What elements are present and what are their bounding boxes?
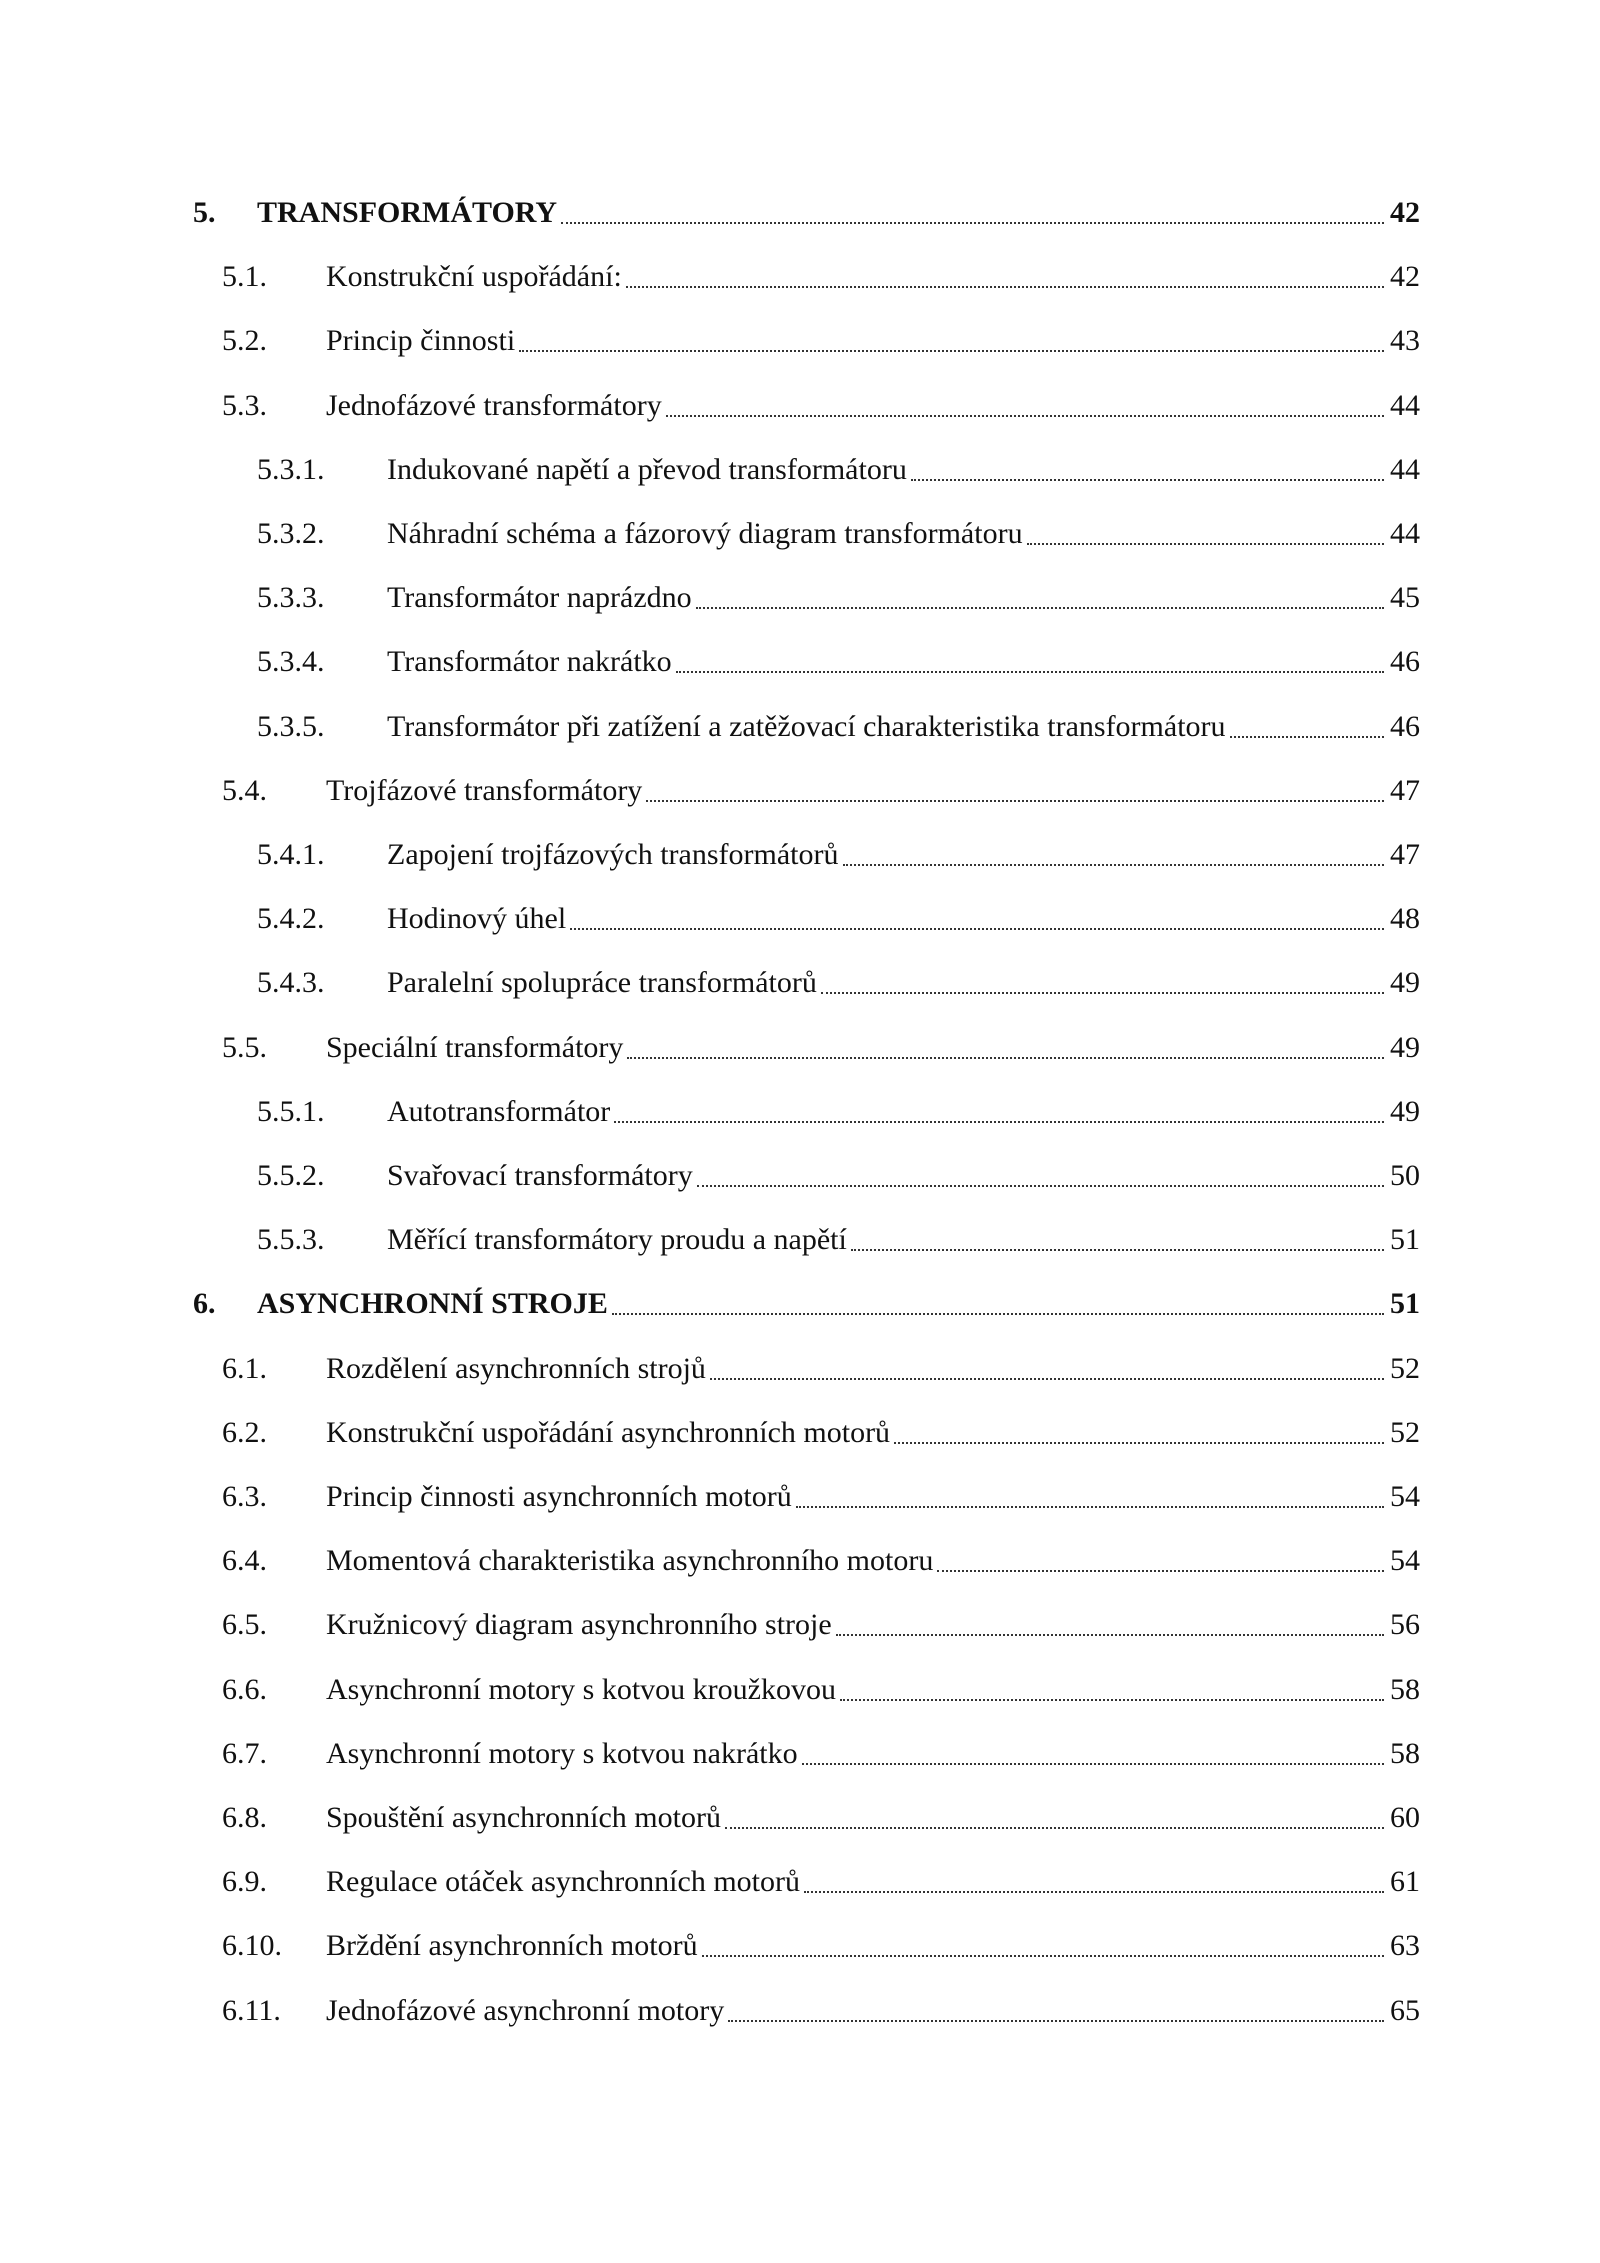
toc-entry-title: Asynchronní motory s kotvou kroužkovou bbox=[326, 1673, 836, 1706]
toc-entry[interactable] bbox=[257, 899, 1420, 939]
toc-entry-page-number: 48 bbox=[1390, 902, 1420, 935]
toc-entry[interactable] bbox=[222, 1926, 1420, 1966]
toc-entry[interactable] bbox=[257, 1156, 1420, 1196]
toc-entry-number: 5.5.2. bbox=[257, 1159, 325, 1192]
toc-entry-number: 6.11. bbox=[222, 1994, 281, 2027]
toc-entry-title: TRANSFORMÁTORY bbox=[257, 196, 558, 229]
toc-entry-number: 6.1. bbox=[222, 1352, 267, 1385]
toc-entry-number: 5.2. bbox=[222, 324, 267, 357]
toc-entry-title: Svařovací transformátory bbox=[387, 1159, 693, 1192]
toc-entry-page-number: 44 bbox=[1390, 453, 1420, 486]
toc-entry[interactable] bbox=[257, 835, 1420, 875]
toc-entry-page-number: 49 bbox=[1390, 1031, 1420, 1064]
toc-entry-number: 6.4. bbox=[222, 1544, 267, 1577]
toc-dot-leader bbox=[612, 1313, 1384, 1315]
toc-entry-title: Princip činnosti asynchronních motorů bbox=[326, 1480, 792, 1513]
toc-entry-title: Trojfázové transformátory bbox=[326, 774, 643, 807]
toc-dot-leader bbox=[725, 1827, 1384, 1829]
toc-entry-title: Konstrukční uspořádání: bbox=[326, 260, 622, 293]
toc-entry-page-number: 65 bbox=[1390, 1994, 1420, 2027]
toc-entry-title: Náhradní schéma a fázorový diagram transformátoru bbox=[387, 517, 1023, 550]
toc-entry-title: Transformátor naprázdno bbox=[387, 581, 692, 614]
toc-entry-title: Momentová charakteristika asynchronního motoru bbox=[326, 1544, 934, 1577]
toc-dot-leader bbox=[710, 1378, 1384, 1380]
toc-entry-title: Konstrukční uspořádání asynchronních motorů bbox=[326, 1416, 891, 1449]
toc-entry-title: Asynchronní motory s kotvou nakrátko bbox=[326, 1737, 798, 1770]
toc-dot-leader bbox=[697, 1185, 1384, 1187]
toc-entry-title: Kružnicový diagram asynchronního stroje bbox=[326, 1608, 832, 1641]
toc-entry[interactable] bbox=[257, 1092, 1420, 1132]
toc-entry-page-number: 49 bbox=[1390, 966, 1420, 999]
toc-entry-page-number: 56 bbox=[1390, 1608, 1420, 1641]
toc-entry[interactable] bbox=[222, 1477, 1420, 1517]
toc-entry-page-number: 51 bbox=[1390, 1287, 1420, 1320]
toc-entry-number: 5.4.3. bbox=[257, 966, 325, 999]
toc-entry-page-number: 47 bbox=[1390, 838, 1420, 871]
toc-entry-number: 6.6. bbox=[222, 1673, 267, 1706]
toc-entry[interactable] bbox=[222, 1541, 1420, 1581]
toc-entry[interactable] bbox=[222, 386, 1420, 426]
toc-entry-title: Měřící transformátory proudu a napětí bbox=[387, 1223, 847, 1256]
toc-entry-number: 5.5.1. bbox=[257, 1095, 325, 1128]
toc-entry[interactable] bbox=[193, 193, 1420, 233]
toc-dot-leader bbox=[937, 1570, 1384, 1572]
toc-entry[interactable] bbox=[222, 1798, 1420, 1838]
toc-dot-leader bbox=[1027, 543, 1384, 545]
toc-entry-title: Jednofázové transformátory bbox=[326, 389, 662, 422]
toc-entry[interactable] bbox=[257, 963, 1420, 1003]
toc-entry-page-number: 52 bbox=[1390, 1352, 1420, 1385]
toc-entry[interactable] bbox=[222, 1605, 1420, 1645]
toc-entry-page-number: 50 bbox=[1390, 1159, 1420, 1192]
toc-entry-page-number: 54 bbox=[1390, 1544, 1420, 1577]
toc-dot-leader bbox=[519, 350, 1384, 352]
toc-dot-leader bbox=[802, 1763, 1384, 1765]
toc-dot-leader bbox=[627, 1057, 1384, 1059]
toc-entry-title: ASYNCHRONNÍ STROJE bbox=[257, 1287, 608, 1320]
toc-entry-title: Paralelní spolupráce transformátorů bbox=[387, 966, 817, 999]
toc-entry[interactable] bbox=[257, 514, 1420, 554]
toc-entry-number: 6.9. bbox=[222, 1865, 267, 1898]
toc-entry-number: 6.7. bbox=[222, 1737, 267, 1770]
toc-dot-leader bbox=[840, 1699, 1384, 1701]
toc-entry-number: 5.3.1. bbox=[257, 453, 325, 486]
toc-entry-number: 5.1. bbox=[222, 260, 267, 293]
toc-entry[interactable] bbox=[222, 1349, 1420, 1389]
toc-dot-leader bbox=[676, 671, 1384, 673]
toc-entry-number: 5.3.5. bbox=[257, 710, 325, 743]
toc-dot-leader bbox=[561, 222, 1384, 224]
toc-dot-leader bbox=[911, 479, 1384, 481]
toc-entry-page-number: 42 bbox=[1390, 260, 1420, 293]
toc-entry[interactable] bbox=[257, 450, 1420, 490]
toc-entry[interactable] bbox=[222, 1991, 1420, 2031]
toc-entry[interactable] bbox=[257, 1220, 1420, 1260]
toc-entry-number: 6.3. bbox=[222, 1480, 267, 1513]
toc-entry-title: Rozdělení asynchronních strojů bbox=[326, 1352, 706, 1385]
toc-entry-page-number: 54 bbox=[1390, 1480, 1420, 1513]
toc-entry-title: Jednofázové asynchronní motory bbox=[326, 1994, 725, 2027]
toc-entry-page-number: 44 bbox=[1390, 389, 1420, 422]
toc-dot-leader bbox=[821, 992, 1384, 994]
toc-entry[interactable] bbox=[257, 707, 1420, 747]
toc-entry[interactable] bbox=[222, 1028, 1420, 1068]
toc-entry[interactable] bbox=[257, 642, 1420, 682]
toc-entry-number: 5.3. bbox=[222, 389, 267, 422]
toc-entry[interactable] bbox=[222, 321, 1420, 361]
toc-dot-leader bbox=[836, 1634, 1384, 1636]
toc-entry[interactable] bbox=[222, 1670, 1420, 1710]
toc-dot-leader bbox=[1230, 736, 1384, 738]
toc-dot-leader bbox=[804, 1891, 1384, 1893]
toc-dot-leader bbox=[646, 800, 1384, 802]
toc-entry-number: 5.5. bbox=[222, 1031, 267, 1064]
toc-entry-number: 5. bbox=[193, 196, 216, 229]
toc-entry[interactable] bbox=[222, 771, 1420, 811]
toc-dot-leader bbox=[851, 1249, 1384, 1251]
toc-entry-number: 5.4.1. bbox=[257, 838, 325, 871]
toc-entry-page-number: 44 bbox=[1390, 517, 1420, 550]
toc-entry-title: Brždění asynchronních motorů bbox=[326, 1929, 698, 1962]
toc-entry-number: 5.5.3. bbox=[257, 1223, 325, 1256]
toc-entry-page-number: 52 bbox=[1390, 1416, 1420, 1449]
toc-dot-leader bbox=[702, 1955, 1384, 1957]
toc-entry-number: 6. bbox=[193, 1287, 216, 1320]
toc-entry-number: 6.8. bbox=[222, 1801, 267, 1834]
toc-entry-title: Regulace otáček asynchronních motorů bbox=[326, 1865, 800, 1898]
toc-dot-leader bbox=[728, 2020, 1384, 2022]
toc-entry-number: 5.4. bbox=[222, 774, 267, 807]
toc-entry-number: 6.5. bbox=[222, 1608, 267, 1641]
toc-entry-title: Transformátor nakrátko bbox=[387, 645, 672, 678]
toc-entry-page-number: 42 bbox=[1390, 196, 1420, 229]
toc-entry-title: Speciální transformátory bbox=[326, 1031, 624, 1064]
toc-entry-page-number: 60 bbox=[1390, 1801, 1420, 1834]
toc-entry[interactable] bbox=[222, 257, 1420, 297]
toc-entry-title: Princip činnosti bbox=[326, 324, 516, 357]
toc-entry-number: 5.3.4. bbox=[257, 645, 325, 678]
toc-entry[interactable] bbox=[257, 578, 1420, 618]
toc-entry-title: Autotransformátor bbox=[387, 1095, 611, 1128]
toc-entry-number: 5.3.3. bbox=[257, 581, 325, 614]
toc-entry-page-number: 46 bbox=[1390, 645, 1420, 678]
toc-dot-leader bbox=[626, 286, 1384, 288]
toc-dot-leader bbox=[796, 1506, 1384, 1508]
toc-entry[interactable] bbox=[222, 1734, 1420, 1774]
toc-entry-page-number: 51 bbox=[1390, 1223, 1420, 1256]
toc-entry[interactable] bbox=[222, 1862, 1420, 1902]
toc-entry-page-number: 45 bbox=[1390, 581, 1420, 614]
toc-entry-title: Transformátor při zatížení a zatěžovací charakteristika transformátoru bbox=[387, 710, 1226, 743]
toc-dot-leader bbox=[570, 928, 1384, 930]
toc-entry-title: Indukované napětí a převod transformátoru bbox=[387, 453, 907, 486]
toc-entry[interactable] bbox=[222, 1413, 1420, 1453]
toc-dot-leader bbox=[843, 864, 1385, 866]
toc-entry-page-number: 58 bbox=[1390, 1737, 1420, 1770]
toc-entry-page-number: 63 bbox=[1390, 1929, 1420, 1962]
toc-entry-number: 5.3.2. bbox=[257, 517, 325, 550]
toc-entry-number: 6.10. bbox=[222, 1929, 282, 1962]
toc-dot-leader bbox=[696, 607, 1384, 609]
toc-entry-number: 5.4.2. bbox=[257, 902, 325, 935]
toc-entry-number: 6.2. bbox=[222, 1416, 267, 1449]
toc-entry-page-number: 58 bbox=[1390, 1673, 1420, 1706]
toc-entry-page-number: 46 bbox=[1390, 710, 1420, 743]
toc-entry-page-number: 49 bbox=[1390, 1095, 1420, 1128]
toc-dot-leader bbox=[894, 1442, 1384, 1444]
toc-entry-page-number: 43 bbox=[1390, 324, 1420, 357]
toc-dot-leader bbox=[666, 415, 1384, 417]
toc-entry-title: Zapojení trojfázových transformátorů bbox=[387, 838, 839, 871]
toc-entry-title: Hodinový úhel bbox=[387, 902, 567, 935]
toc-entry-page-number: 47 bbox=[1390, 774, 1420, 807]
toc-dot-leader bbox=[614, 1121, 1384, 1123]
toc-entry[interactable] bbox=[193, 1284, 1420, 1324]
toc-entry-page-number: 61 bbox=[1390, 1865, 1420, 1898]
toc-entry-title: Spouštění asynchronních motorů bbox=[326, 1801, 721, 1834]
